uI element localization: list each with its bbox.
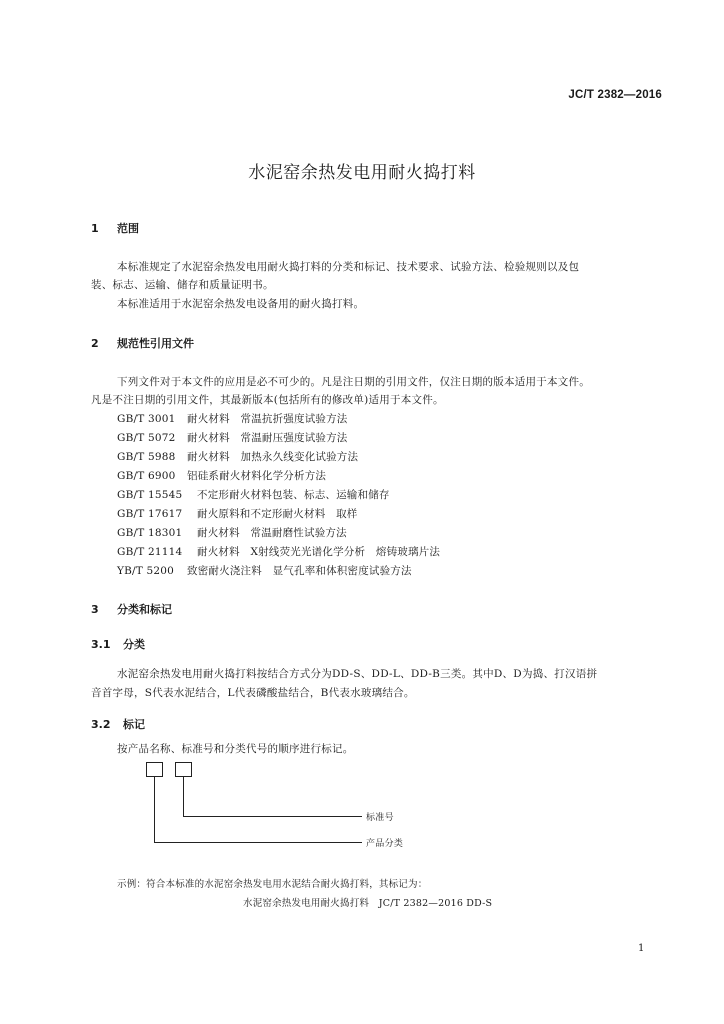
reference-code: GB/T 3001 <box>117 413 176 425</box>
standard-number-box <box>175 762 192 777</box>
example-line-2: 水泥窑余热发电用耐火捣打料 JC/T 2382—2016 DD-S <box>243 898 493 909</box>
reference-code: GB/T 17617 <box>117 508 183 520</box>
section-title: 分类和标记 <box>117 603 172 616</box>
reference-title: 不定形耐火材料包装、标志、运输和储存 <box>197 489 390 501</box>
reference-item <box>117 430 348 445</box>
section-3-heading <box>91 601 172 617</box>
scope-paragraph-2: 本标准适用于水泥窑余热发电设备用的耐火捣打料。 <box>117 298 365 310</box>
section-number: 3.1 <box>91 638 111 651</box>
scope-paragraph-1-line-1: 本标准规定了水泥窑余热发电用耐火捣打料的分类和标记、技术要求、试验方法、检验规则以及包 <box>117 261 580 273</box>
reference-item <box>117 525 347 540</box>
classification-paragraph-line-2: 音首字母，S代表水泥结合，L代表磷酸盐结合，B代表水玻璃结合。 <box>91 687 415 699</box>
reference-code: GB/T 6900 <box>117 470 176 482</box>
section-title: 标记 <box>123 718 145 731</box>
scope-paragraph-1-line-2: 装、标志、运输、储存和质量证明书。 <box>91 279 274 291</box>
reference-item <box>117 544 440 559</box>
reference-code: GB/T 15545 <box>117 489 183 501</box>
product-category-label: 产品分类 <box>366 839 404 849</box>
classification-paragraph-line-1: 水泥窑余热发电用耐火捣打料按结合方式分为DD-S、DD-L、DD-B三类。其中D、D为捣、打汉语拼 <box>117 668 598 680</box>
standard-number-label: 标准号 <box>366 813 394 823</box>
reference-code: GB/T 21114 <box>117 546 183 558</box>
section-number: 3 <box>91 603 99 616</box>
section-title: 范围 <box>117 222 139 235</box>
reference-code: GB/T 5072 <box>117 432 176 444</box>
reference-item <box>117 468 326 483</box>
reference-item <box>117 506 358 521</box>
category-code-box <box>146 762 163 777</box>
section-3-1-heading <box>91 636 145 652</box>
reference-title: 耐火材料 常温耐磨性试验方法 <box>197 527 347 539</box>
reference-code: YB/T 5200 <box>117 565 175 577</box>
standard-code-header: JC/T 2382—2016 <box>568 89 662 101</box>
references-intro-line-2: 凡是不注日期的引用文件，其最新版本(包括所有的修改单)适用于本文件。 <box>91 394 444 406</box>
reference-item <box>117 487 390 502</box>
page-number: 1 <box>638 943 645 954</box>
reference-item <box>117 411 348 426</box>
standard-leader-vertical <box>183 777 184 817</box>
reference-code: GB/T 18301 <box>117 527 183 539</box>
marking-paragraph: 按产品名称、标准号和分类代号的顺序进行标记。 <box>117 743 354 755</box>
references-intro-line-1: 下列文件对于本文件的应用是必不可少的。凡是注日期的引用文件，仅注日期的版本适用于本文件。 <box>117 376 590 388</box>
section-number: 1 <box>91 222 99 235</box>
reference-title: 耐火材料 常温耐压强度试验方法 <box>187 432 348 444</box>
reference-title: 耐火材料 X射线荧光光谱化学分析 熔铸玻璃片法 <box>197 546 441 558</box>
reference-title: 耐火原料和不定形耐火材料 取样 <box>197 508 358 520</box>
reference-title: 耐火材料 常温抗折强度试验方法 <box>187 413 348 425</box>
standard-leader-horizontal <box>183 816 362 817</box>
section-number: 2 <box>91 337 99 350</box>
document-title: 水泥窑余热发电用耐火捣打料 <box>248 163 476 183</box>
section-title: 分类 <box>123 638 145 651</box>
reference-code: GB/T 5988 <box>117 451 176 463</box>
section-3-2-heading <box>91 716 145 732</box>
example-line-1: 示例：符合本标准的水泥窑余热发电用水泥结合耐火捣打料，其标记为： <box>117 879 428 890</box>
reference-title: 致密耐火浇注料 显气孔率和体积密度试验方法 <box>187 565 412 577</box>
reference-item <box>117 449 358 464</box>
reference-title: 铝硅系耐火材料化学分析方法 <box>187 470 327 482</box>
category-leader-horizontal <box>154 842 362 843</box>
section-1-heading <box>91 220 139 236</box>
section-number: 3.2 <box>91 718 111 731</box>
reference-title: 耐火材料 加热永久线变化试验方法 <box>187 451 359 463</box>
reference-item <box>117 563 412 578</box>
category-leader-vertical <box>154 777 155 843</box>
section-2-heading <box>91 335 194 351</box>
section-title: 规范性引用文件 <box>117 337 194 350</box>
